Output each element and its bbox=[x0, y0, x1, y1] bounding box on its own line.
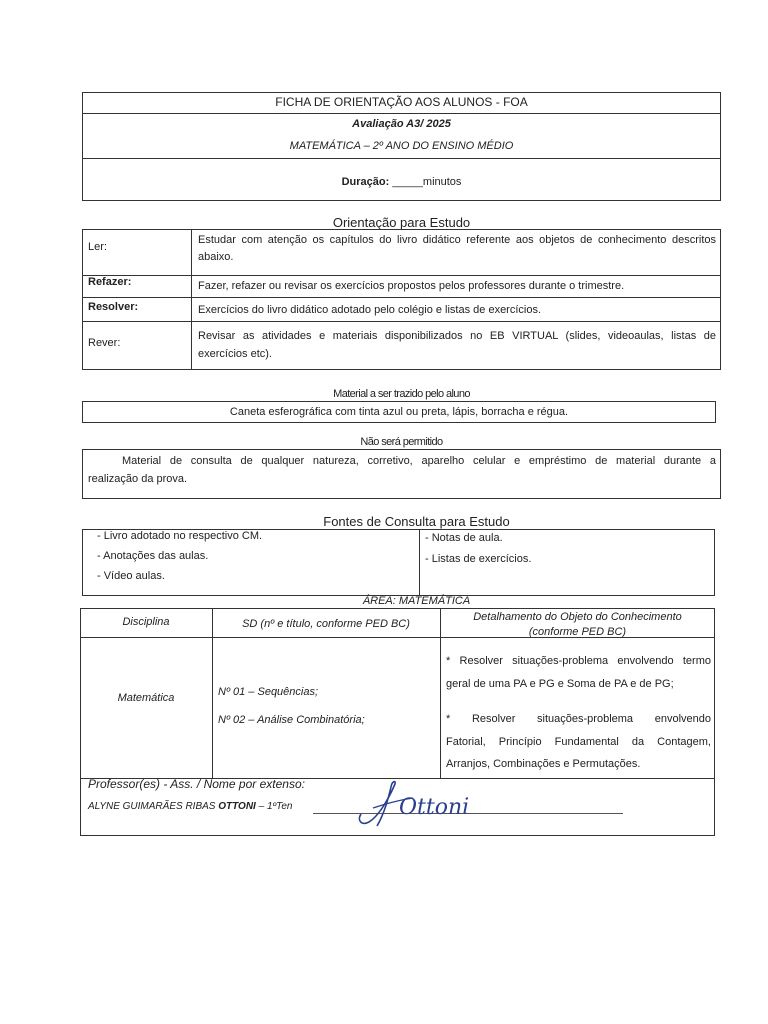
section-title-materials: Material a ser trazido pelo aluno bbox=[333, 388, 470, 400]
professor-name-suffix: – 1ºTen bbox=[255, 801, 293, 812]
duration-blank: _____ bbox=[392, 176, 423, 188]
discipline-value: Matemática bbox=[117, 692, 175, 704]
sd-item: Nº 01 – Sequências; bbox=[218, 686, 319, 698]
professor-name bbox=[88, 800, 292, 814]
subject-line: MATEMÁTICA – 2º ANO DO ENSINO MÉDIO bbox=[289, 140, 514, 152]
header-sd: SD (nº e título, conforme PED BC) bbox=[242, 618, 410, 630]
duration-line bbox=[82, 174, 721, 190]
evaluation-label: Avaliação A3/ 2025 bbox=[352, 118, 451, 130]
study-text-ler-line1: Estudar com atenção os capítulos do livro didático referente aos objetos de conhecimento descritos bbox=[198, 234, 716, 246]
study-row-divider bbox=[82, 297, 721, 298]
not-allowed-line2: realização da prova. bbox=[88, 473, 188, 485]
form-title: FICHA DE ORIENTAÇÃO AOS ALUNOS - FOA bbox=[275, 95, 528, 109]
section-title-study: Orientação para Estudo bbox=[332, 215, 471, 230]
section-title-not-allowed: Não será permitido bbox=[360, 436, 443, 448]
study-label-refazer: Refazer: bbox=[88, 276, 132, 288]
study-col-divider bbox=[191, 229, 192, 370]
source-right-item: - Notas de aula. bbox=[425, 532, 503, 544]
area-title: ÁREA: MATEMÁTICA bbox=[362, 595, 471, 607]
signature-label: Professor(es) - Ass. / Nome por extenso: bbox=[88, 777, 305, 791]
header-divider bbox=[82, 158, 721, 159]
header-discipline: Disciplina bbox=[122, 616, 170, 628]
section-title-sources: Fontes de Consulta para Estudo bbox=[323, 514, 510, 529]
source-left-item: - Vídeo aulas. bbox=[97, 570, 165, 582]
study-text-rever-line1: Revisar as atividades e materiais disponibilizados no EB VIRTUAL (slides, videoaulas, listas de bbox=[198, 330, 716, 342]
source-left-item: - Livro adotado no respectivo CM. bbox=[97, 530, 263, 542]
header-detail-line2: (conforme PED BC) bbox=[528, 626, 627, 638]
detail-2-line3: Arranjos, Combinações e Permutações. bbox=[446, 758, 641, 770]
detail-2-line2: Fatorial, Princípio Fundamental da Contagem, bbox=[446, 736, 711, 748]
study-text-refazer: Fazer, refazer ou revisar os exercícios propostos pelos professores durante o trimestre. bbox=[198, 280, 625, 292]
materials-text: Caneta esferográfica com tinta azul ou preta, lápis, borracha e régua. bbox=[229, 406, 569, 418]
signature-image bbox=[355, 778, 505, 830]
duration-unit: minutos bbox=[422, 176, 462, 188]
professor-name-prefix: ALYNE GUIMARÃES RIBAS bbox=[88, 801, 219, 812]
header-divider bbox=[82, 113, 721, 114]
not-allowed-line1: Material de consulta de qualquer natureza, corretivo, aparelho celular e empréstimo de material durante a bbox=[122, 455, 716, 467]
study-label-resolver: Resolver: bbox=[88, 301, 139, 313]
duration-label: Duração: bbox=[341, 176, 390, 188]
study-text-ler-line2: abaixo. bbox=[198, 251, 234, 263]
study-text-resolver: Exercícios do livro didático adotado pelo colégio e listas de exercícios. bbox=[198, 304, 542, 316]
area-col-divider bbox=[212, 608, 213, 779]
detail-1-line2: geral de uma PA e PG e Soma de PA e de PG; bbox=[446, 678, 674, 690]
study-label-ler: Ler: bbox=[88, 241, 107, 253]
detail-1-line1: * Resolver situações-problema envolvendo termo bbox=[446, 655, 711, 667]
study-text-rever-line2: exercícios etc). bbox=[198, 348, 272, 360]
study-row-divider bbox=[82, 321, 721, 322]
detail-2-line1: * Resolver situações-problema envolvendo bbox=[446, 713, 711, 725]
study-label-rever: Rever: bbox=[88, 337, 121, 349]
sd-item: Nº 02 – Análise Combinatória; bbox=[218, 714, 365, 726]
source-right-item: - Listas de exercícios. bbox=[425, 553, 532, 565]
source-left-item: - Anotações das aulas. bbox=[97, 550, 209, 562]
signature-text: Ottoni bbox=[399, 795, 470, 820]
sources-col-divider bbox=[419, 529, 420, 596]
professor-name-bold: OTTONI bbox=[218, 801, 256, 812]
header-detail-line1: Detalhamento do Objeto do Conhecimento bbox=[473, 611, 682, 623]
